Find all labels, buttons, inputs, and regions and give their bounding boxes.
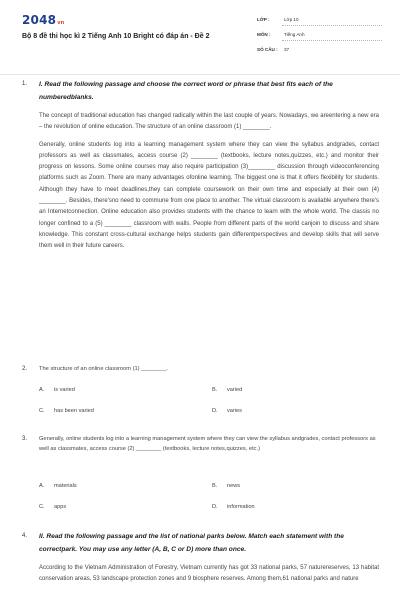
option-a[interactable]: A. materials xyxy=(39,483,77,489)
reading-passage: According to the Vietnam Administration of Forestry, Vietnam currently has got 33 national parks, 57 naturereserves, 13 habitat conservation areas, 53 landscape protection zones and 9 biosphere reserves. Among them,61 national parks and nature xyxy=(39,565,379,583)
class-underline xyxy=(282,25,382,26)
question-text: The structure of an online classroom (1) ________. xyxy=(39,366,168,372)
document-title: Bộ 8 đề thi học kì 2 Tiếng Anh 10 Bright có đáp án - Đề 2 xyxy=(22,33,210,40)
question-number: 3. xyxy=(22,436,28,442)
option-c[interactable]: C. apps xyxy=(39,504,67,510)
reading-passage xyxy=(39,111,379,253)
passage-paragraph: The concept of traditional education has changed radically within the last couple of years. Nowadays, we areentering a new era – the revolution of online education. The structure of an online classroom (1) ________. xyxy=(39,113,379,131)
option-d[interactable]: D. information xyxy=(212,504,255,510)
subject-underline xyxy=(282,40,382,41)
option-d[interactable]: D. varies xyxy=(212,408,242,414)
site-logo[interactable]: 2048vn xyxy=(22,13,65,27)
question-count-value: 37 xyxy=(284,47,290,52)
question-number: 2. xyxy=(22,366,28,372)
question-text: Generally, online students log into a learning management system where they can view the syllabus andgrades, contact professors as well as classmates, access course (2) ________ (textbooks, lecture notes,quizzes, etc.) xyxy=(39,436,376,453)
option-c[interactable]: C. has been varied xyxy=(39,408,94,414)
option-b[interactable]: B. news xyxy=(212,483,241,489)
question-number: 4. xyxy=(22,533,28,539)
page-header xyxy=(0,0,400,62)
passage-paragraph: Generally, online students log into a learning management system where they can view the syllabus andgrades, contact professors as well as classmates, access course (2) ________ (textbooks, lecture notes,quizzes, etc.) and monitor their progress on lessons. Some online courses may also require participation (3)________ discussion through videoconferencing platforms such as Zoom. There are many advantages ofonline learning. The biggest one is that it offers flexibility for students. Although they have to meet deadlines,they can complete coursework on their own time and especially at their own (4) ________. Besides, there'sno need to commune from one place to another. The virtual classroom is available anywhere there's an Internetconnection. Online education also provides students with the chance to learn with the whole world. The classis no longer confined to a (5) ________ classroom with walls. People from different parts of the world canjoin to discuss and share knowledge. This constant cross-cultural exchange helps students gain differentperspectives and develop skills that will serve them well in their future careers. xyxy=(39,141,379,250)
subject-value: Tiếng Anh xyxy=(284,32,305,37)
option-a[interactable]: A. is varied xyxy=(39,387,75,393)
option-b[interactable]: B. varied xyxy=(212,387,243,393)
question-count-label: SỐ CÂU : xyxy=(257,47,278,52)
question-heading: I. Read the following passage and choose the correct word or phrase that best fits each of the numberedblanks. xyxy=(39,81,333,101)
question-number: 1. xyxy=(22,81,28,87)
class-value: Lớp 10 xyxy=(284,17,299,22)
class-label: LỚP : xyxy=(257,17,270,22)
subject-label: MÔN : xyxy=(257,32,271,37)
question-heading: II. Read the following passage and the list of national parks below. Match each statement with the correctpark. You may use any letter (A, B, C or D) more than once. xyxy=(39,533,344,553)
header-divider xyxy=(0,74,400,75)
